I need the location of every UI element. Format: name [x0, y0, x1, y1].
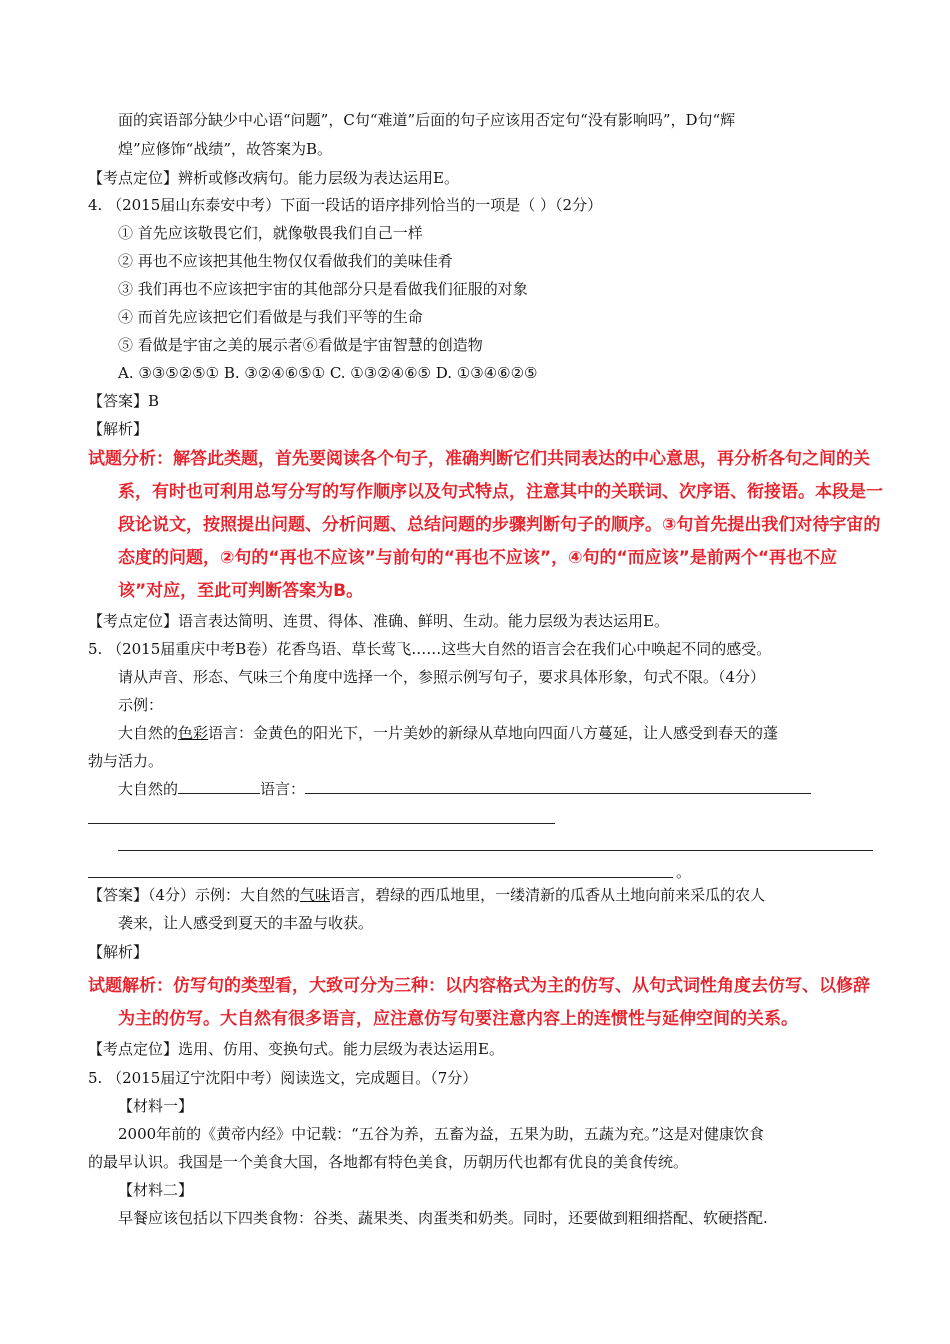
- q3-kaodian: 【考点定位】辨析或修改病句。能力层级为表达运用E。: [88, 169, 459, 187]
- q5a-example-line-2: 勃与活力。: [88, 752, 164, 770]
- q5a-kaodian: 【考点定位】选用、仿用、变换句式。能力层级为表达运用E。: [88, 1040, 504, 1058]
- answer-blank-short[interactable]: [178, 779, 260, 794]
- q5a-answer-line-2: 袭来，让人感受到夏天的丰盈与收获。: [118, 914, 374, 932]
- q4-stem: 4. （2015届山东泰安中考）下面一段话的语序排列恰当的一项是（ ）（2分）: [88, 196, 603, 214]
- q5b-material-1-line-1: 2000年前的《黄帝内经》中记载：“五谷为养，五畜为益，五果为助，五蔬为充。”这是对健康饮食: [118, 1125, 765, 1143]
- q5a-answer-line-1: [88, 885, 765, 905]
- q5a-jiexi-label: 【解析】: [88, 943, 149, 961]
- q5a-fill-line: [118, 779, 811, 799]
- q5b-material-1-line-2: 的最早认识。我国是一个美食大国，各地都有特色美食，历朝历代也都有优良的美食传统。: [88, 1153, 689, 1171]
- example-prefix: 大自然的: [118, 724, 179, 742]
- fill-prefix: 大自然的: [118, 780, 179, 798]
- fill-middle: 语言：: [260, 780, 306, 798]
- q5b-material-1-title: 【材料一】: [118, 1097, 194, 1115]
- q5b-material-2-line-1: 早餐应该包括以下四类食物：谷类、蔬果类、肉蛋类和奶类。同时，还要做到粗细搭配、软硬搭配.: [118, 1209, 768, 1227]
- q4-item: ② 再也不应该把其他生物仅仅看做我们的美味佳肴: [118, 252, 453, 270]
- answer-keyword: 气味: [300, 886, 331, 904]
- q4-analysis-line: 该”对应，至此可判断答案为B。: [118, 581, 364, 601]
- q3-analysis-line-2: 煌”应修饰“战绩”，故答案为B。: [118, 140, 333, 158]
- answer-prefix: 【答案】（4分）示例：大自然的: [88, 886, 301, 904]
- q4-analysis-line: 试题分析：解答此类题，首先要阅读各个句子，准确判断它们共同表达的中心意思，再分析各句之间的关: [88, 449, 870, 469]
- q5a-example-label: 示例：: [118, 696, 164, 714]
- q4-item: ④ 而首先应该把它们看做是与我们平等的生命: [118, 308, 423, 326]
- answer-body: 语言，碧绿的西瓜地里，一缕清新的瓜香从土地向前来采瓜的农人: [330, 886, 766, 904]
- q5a-analysis-line: 为主的仿写。大自然有很多语言，应注意仿写句要注意内容上的连惯性与延伸空间的关系。: [118, 1009, 798, 1029]
- q5a-example-line-1: [118, 723, 778, 743]
- answer-line[interactable]: [88, 823, 555, 824]
- q3-analysis-line-1: 面的宾语部分缺少中心语“问题”，C句“难道”后面的句子应该用否定句“没有影响吗”，D句“辉: [118, 111, 736, 129]
- example-keyword: 色彩: [178, 724, 209, 742]
- q4-options: A. ③③⑤②⑤① B. ③②④⑥⑤① C. ①③②④⑥⑤ D. ①③④⑥②⑤: [118, 364, 538, 382]
- example-body: 语言：金黄色的阳光下，一片美妙的新绿从草地向四面八方蔓延，让人感受到春天的蓬: [208, 724, 779, 742]
- q4-item: ① 首先应该敬畏它们，就像敬畏我们自己一样: [118, 224, 423, 242]
- q5a-analysis-line: 试题解析：仿写句的类型看，大致可分为三种：以内容格式为主的仿写、从句式词性角度去仿写、以修辞: [88, 976, 870, 996]
- q5a-stem: 5. （2015届重庆中考B卷）花香鸟语、草长莺飞……这些大自然的语言会在我们心中唤起不同的感受。: [88, 640, 772, 658]
- answer-line[interactable]: [88, 877, 673, 878]
- q4-kaodian: 【考点定位】语言表达简明、连贯、得体、准确、鲜明、生动。能力层级为表达运用E。: [88, 612, 669, 630]
- q4-analysis-line: 系，有时也可利用总写分写的写作顺序以及句式特点，注意其中的关联词、次序语、衔接语。本段是一: [118, 482, 883, 502]
- q4-answer: 【答案】B: [88, 392, 160, 410]
- q5b-stem: 5. （2015届辽宁沈阳中考）阅读选文，完成题目。（7分）: [88, 1069, 478, 1087]
- answer-period: 。: [676, 863, 692, 881]
- answer-blank-long[interactable]: [305, 779, 811, 794]
- q4-item: ③ 我们再也不应该把宇宙的其他部分只是看做我们征服的对象: [118, 280, 528, 298]
- q4-jiexi-label: 【解析】: [88, 420, 149, 438]
- answer-line[interactable]: [118, 850, 873, 851]
- q5a-requirement: 请从声音、形态、气味三个角度中选择一个，参照示例写句子，要求具体形象，句式不限。（4分）: [118, 668, 766, 686]
- q5b-material-2-title: 【材料二】: [118, 1181, 194, 1199]
- q4-analysis-line: 态度的问题，②句的“再也不应该”与前句的“再也不应该”，④句的“而应该”是前两个“再也不应: [118, 548, 837, 568]
- q4-analysis-line: 段论说文，按照提出问题、分析问题、总结问题的步骤判断句子的顺序。③句首先提出我们对待宇宙的: [118, 515, 881, 535]
- q4-item: ⑤ 看做是宇宙之美的展示者⑥看做是宇宙智慧的创造物: [118, 336, 483, 354]
